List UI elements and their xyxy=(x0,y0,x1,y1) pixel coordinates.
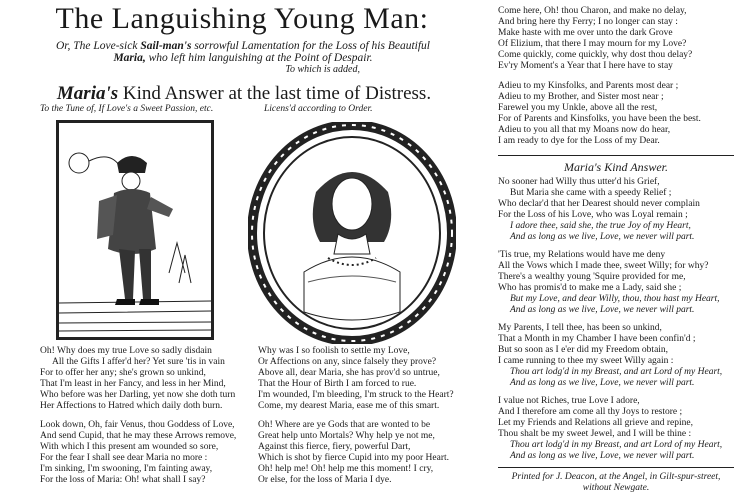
verse-line: Come, my dearest Maria, ease me of this smart. xyxy=(258,401,440,411)
verse-line: Which is shot by fierce Cupid into my poor Heart. xyxy=(258,453,450,463)
verse-line: Or else, for the loss of Maria I dye. xyxy=(258,475,392,485)
verse-line: I value not Riches, true Love I adore, xyxy=(498,396,640,406)
woodcut-sailor xyxy=(56,120,214,340)
verse-line: Who has promis'd to make me a Lady, said she ; xyxy=(498,283,682,293)
verse-column-1 xyxy=(40,346,252,486)
verse-line: And I therefore am come all thy Joys to restore ; xyxy=(498,407,683,417)
subtitle-line-1: Or, The Love-sick Sail-man's sorrowful Lamentation for the Loss of his Beautiful xyxy=(55,40,430,52)
answer-heading: Maria's Kind Answer. xyxy=(563,160,669,174)
verse-line: I'm wounded, I'm bleeding, I'm struck to the Heart? xyxy=(258,390,454,400)
refrain-line: Thou art lodg'd in my Breast, and art Lord of my Heart, xyxy=(510,367,723,377)
verse-line: Who before was her Darling, yet now she doth turn xyxy=(40,390,236,400)
verse-line: For the Loss of his Love, who was Loyal remain ; xyxy=(498,210,688,220)
added-line: To which is added, xyxy=(285,64,360,75)
verse-line: But Maria she came with a speedy Relief ; xyxy=(510,188,672,198)
verse-line: Who declar'd that her Dearest should never complain xyxy=(498,199,700,209)
imprint-line-2: without Newgate. xyxy=(582,483,650,493)
licensed-line: Licens'd according to Order. xyxy=(264,104,373,114)
verse-line: With which I this present am wounded so sore, xyxy=(40,442,219,452)
refrain-line: And as long as we live, Love, we never will part. xyxy=(510,378,695,388)
verse-line: My Parents, I tell thee, has been so unkind, xyxy=(498,323,662,333)
refrain-line: But my Love, and dear Willy, thou, thou hast my Heart, xyxy=(510,294,720,304)
verse-column-2 xyxy=(258,346,478,486)
ballad-title: The Languishing Young Man: xyxy=(55,2,429,35)
verse-line: That the Hour of Birth I am forced to rue. xyxy=(258,379,417,389)
sailor-figure-icon xyxy=(59,123,211,337)
verse-line: I am ready to dye for the Loss of my Dear. xyxy=(498,136,660,146)
verse-line: Oh! Where are ye Gods that are wonted to be xyxy=(258,420,431,430)
maria-portrait-icon xyxy=(248,122,456,344)
verse-line: I'm sinking, I'm swooning, I'm fainting away, xyxy=(40,464,213,474)
verse-line: Why was I so foolish to settle my Love, xyxy=(258,346,410,356)
verse-line: Oh! Why does my true Love so sadly disdain xyxy=(40,346,212,356)
verse-line: No sooner had Willy thus utter'd his Grief, xyxy=(498,177,660,187)
verse-line: For the loss of Maria: Oh! what shall I say? xyxy=(40,475,206,485)
refrain-line: And as long as we live, Love, we never will part. xyxy=(510,305,695,315)
verse-line: That I'm least in her Fancy, and less in her Mind, xyxy=(40,379,226,389)
verse-line: Adieu to you all that my Moans now do hear, xyxy=(498,125,671,135)
verse-line: Or Affections on any, since falsely they prove? xyxy=(258,357,437,367)
verse-line: Adieu to my Brother, and Sister most near ; xyxy=(498,92,664,102)
verse-column-3 xyxy=(498,6,734,494)
verse-line: For the fear I shall see dear Maria no more : xyxy=(40,453,208,463)
subtitle-line-2: Maria, who left him languishing at the Point of Despair. xyxy=(113,52,373,64)
verse-line: Of Elizium, that there I may mourn for my Love? xyxy=(498,39,687,49)
verse-line: Her Affections to Hatred which daily doth burn. xyxy=(40,401,223,411)
verse-line: All the Gifts I affer'd her? Yet sure 'tis in vain xyxy=(52,357,225,367)
verse-line: But so soon as I e'er did my Freedom obtain, xyxy=(498,345,669,355)
verse-line: And send Cupid, that he may these Arrows remove, xyxy=(40,431,237,441)
verse-line: That a Month in my Chamber I have been confin'd ; xyxy=(498,334,696,344)
verse-line: Come quickly, come quickly, why dost thou delay? xyxy=(498,50,693,60)
verse-line: Great help unto Mortals? Why help ye not me, xyxy=(258,431,435,441)
verse-line: Let my Friends and Relations all grieve and repine, xyxy=(498,418,693,428)
verse-line: Thou shalt be my sweet Jewel, and I will be thine : xyxy=(498,429,692,439)
verse-line: For of Parents and Kinsfolks, you have been the best. xyxy=(498,114,701,124)
woodcut-maria-portrait xyxy=(248,122,456,344)
tune-line: To the Tune of, If Love's a Sweet Passion, etc. xyxy=(40,104,214,114)
verse-line: Adieu to my Kinsfolks, and Parents most dear ; xyxy=(498,81,679,91)
verse-line: Farewel you my Unkle, above all the rest, xyxy=(498,103,658,113)
verse-line: I came running to thee my sweet Willy again : xyxy=(498,356,674,366)
verse-line: There's a wealthy young 'Squire provided for me, xyxy=(498,272,686,282)
verse-line: Come here, Oh! thou Charon, and make no delay, xyxy=(498,6,687,16)
verse-line: Make haste with me over unto the dark Grove xyxy=(498,28,673,38)
verse-line: Above all, dear Maria, she has prov'd so untrue, xyxy=(258,368,440,378)
answer-title: Maria's Kind Answer at the last time of Distress. xyxy=(56,83,432,104)
refrain-line: And as long as we live, Love, we never will part. xyxy=(510,451,695,461)
verse-line: Oh! help me! Oh! help me this moment! I cry, xyxy=(258,464,434,474)
verse-line: Ev'ry Moment's a Year that I here have to stay xyxy=(498,61,673,71)
refrain-line: I adore thee, said she, the true Joy of my Heart, xyxy=(510,221,691,231)
verse-line: For to offer her any; she's grown so unkind, xyxy=(40,368,206,378)
imprint-line-1: Printed for J. Deacon, at the Angel, in Gilt-spur-street, xyxy=(511,472,721,482)
refrain-line: Thou art lodg'd in my Breast, and art Lord of my Heart, xyxy=(510,440,723,450)
verse-line: 'Tis true, my Relations would have me deny xyxy=(498,250,666,260)
verse-line: Look down, Oh, fair Venus, thou Goddess of Love, xyxy=(40,420,235,430)
verse-line: Against this fierce, fiery, powerful Dart, xyxy=(258,442,411,452)
verse-line: And bring here thy Ferry; I no longer can stay : xyxy=(498,17,678,27)
refrain-line: And as long as we live, Love, we never will part. xyxy=(510,232,695,242)
verse-line: All the Vows which I made thee, sweet Willy; for why? xyxy=(498,261,709,271)
